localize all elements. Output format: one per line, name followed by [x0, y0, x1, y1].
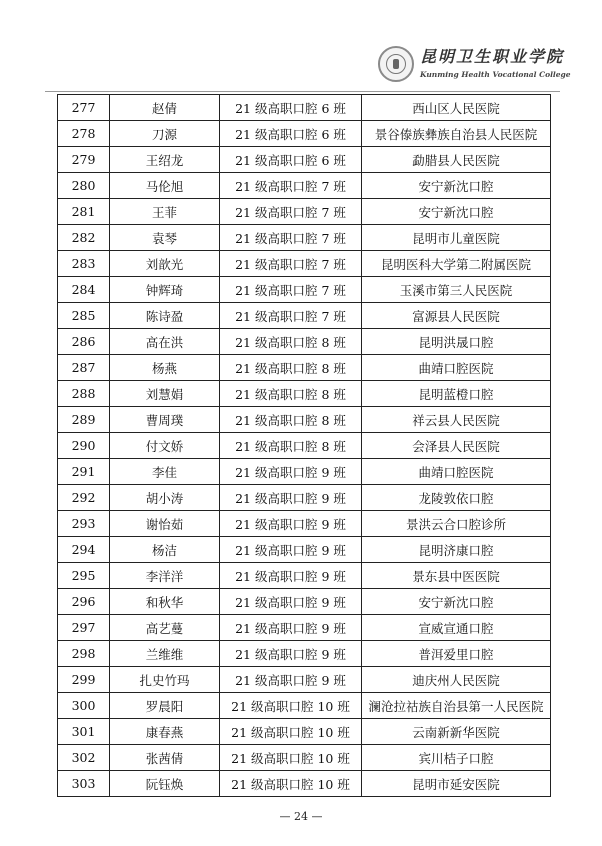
cell-class: 21 级高职口腔 10 班 [220, 693, 362, 719]
cell-organization: 普洱爱里口腔 [362, 641, 551, 667]
cell-class: 21 级高职口腔 9 班 [220, 615, 362, 641]
cell-name: 王菲 [110, 199, 220, 225]
cell-class: 21 级高职口腔 8 班 [220, 407, 362, 433]
cell-number: 293 [58, 511, 110, 537]
table-row [58, 589, 551, 615]
cell-class: 21 级高职口腔 7 班 [220, 277, 362, 303]
cell-name: 刘歆光 [110, 251, 220, 277]
table-row [58, 329, 551, 355]
cell-number: 280 [58, 173, 110, 199]
cell-number: 292 [58, 485, 110, 511]
table-row [58, 147, 551, 173]
cell-class: 21 级高职口腔 6 班 [220, 121, 362, 147]
cell-name: 钟辉琦 [110, 277, 220, 303]
school-logo-icon [378, 46, 414, 82]
cell-number: 277 [58, 95, 110, 121]
cell-organization: 昆明医科大学第二附属医院 [362, 251, 551, 277]
cell-organization: 景东县中医医院 [362, 563, 551, 589]
cell-number: 278 [58, 121, 110, 147]
cell-class: 21 级高职口腔 7 班 [220, 199, 362, 225]
cell-class: 21 级高职口腔 9 班 [220, 511, 362, 537]
school-name-cn: 昆明卫生职业学院 [420, 47, 565, 66]
table-row [58, 745, 551, 771]
roster-body [58, 95, 551, 797]
cell-name: 刘慧娟 [110, 381, 220, 407]
cell-name: 胡小涛 [110, 485, 220, 511]
cell-class: 21 级高职口腔 9 班 [220, 641, 362, 667]
cell-name: 付文娇 [110, 433, 220, 459]
cell-name: 高在洪 [110, 329, 220, 355]
cell-organization: 昆明市延安医院 [362, 771, 551, 797]
cell-name: 杨洁 [110, 537, 220, 563]
table-row [58, 563, 551, 589]
cell-organization: 昆明洪晟口腔 [362, 329, 551, 355]
table-row [58, 95, 551, 121]
cell-number: 279 [58, 147, 110, 173]
cell-class: 21 级高职口腔 9 班 [220, 459, 362, 485]
cell-number: 287 [58, 355, 110, 381]
cell-organization: 勐腊县人民医院 [362, 147, 551, 173]
cell-name: 李洋洋 [110, 563, 220, 589]
page-number: — 24 — [279, 810, 323, 823]
cell-name: 谢怡茹 [110, 511, 220, 537]
cell-organization: 云南新新华医院 [362, 719, 551, 745]
cell-organization: 玉溪市第三人民医院 [362, 277, 551, 303]
cell-class: 21 级高职口腔 8 班 [220, 329, 362, 355]
cell-number: 284 [58, 277, 110, 303]
table-row [58, 771, 551, 797]
cell-class: 21 级高职口腔 8 班 [220, 433, 362, 459]
header-divider [45, 91, 560, 92]
cell-organization: 昆明蓝橙口腔 [362, 381, 551, 407]
cell-class: 21 级高职口腔 10 班 [220, 719, 362, 745]
cell-number: 297 [58, 615, 110, 641]
cell-number: 281 [58, 199, 110, 225]
table-row [58, 225, 551, 251]
cell-name: 赵倩 [110, 95, 220, 121]
cell-class: 21 级高职口腔 7 班 [220, 251, 362, 277]
cell-organization: 景洪云合口腔诊所 [362, 511, 551, 537]
cell-organization: 曲靖口腔医院 [362, 355, 551, 381]
table-row [58, 641, 551, 667]
table-row [58, 511, 551, 537]
cell-class: 21 级高职口腔 9 班 [220, 485, 362, 511]
cell-name: 阮钰焕 [110, 771, 220, 797]
cell-number: 286 [58, 329, 110, 355]
cell-class: 21 级高职口腔 6 班 [220, 147, 362, 173]
cell-name: 袁琴 [110, 225, 220, 251]
table-row [58, 303, 551, 329]
cell-number: 289 [58, 407, 110, 433]
cell-number: 288 [58, 381, 110, 407]
cell-organization: 昆明济康口腔 [362, 537, 551, 563]
cell-organization: 宾川桔子口腔 [362, 745, 551, 771]
table-row [58, 355, 551, 381]
roster-table [57, 94, 551, 797]
cell-class: 21 级高职口腔 7 班 [220, 225, 362, 251]
cell-class: 21 级高职口腔 9 班 [220, 537, 362, 563]
logo-emblem [393, 59, 399, 69]
cell-name: 王绍龙 [110, 147, 220, 173]
cell-number: 285 [58, 303, 110, 329]
cell-name: 和秋华 [110, 589, 220, 615]
cell-name: 刀源 [110, 121, 220, 147]
table-row [58, 459, 551, 485]
cell-number: 291 [58, 459, 110, 485]
cell-organization: 安宁新沈口腔 [362, 173, 551, 199]
cell-number: 295 [58, 563, 110, 589]
cell-organization: 迪庆州人民医院 [362, 667, 551, 693]
cell-name: 兰维维 [110, 641, 220, 667]
cell-organization: 西山区人民医院 [362, 95, 551, 121]
cell-name: 扎史竹玛 [110, 667, 220, 693]
cell-number: 282 [58, 225, 110, 251]
cell-organization: 澜沧拉祜族自治县第一人民医院 [362, 693, 551, 719]
table-row [58, 693, 551, 719]
cell-organization: 安宁新沈口腔 [362, 199, 551, 225]
cell-number: 294 [58, 537, 110, 563]
cell-organization: 富源县人民医院 [362, 303, 551, 329]
cell-organization: 宣威宣通口腔 [362, 615, 551, 641]
cell-name: 马伦旭 [110, 173, 220, 199]
cell-organization: 曲靖口腔医院 [362, 459, 551, 485]
table-row [58, 251, 551, 277]
cell-class: 21 级高职口腔 7 班 [220, 173, 362, 199]
cell-class: 21 级高职口腔 8 班 [220, 381, 362, 407]
cell-number: 290 [58, 433, 110, 459]
cell-class: 21 级高职口腔 9 班 [220, 667, 362, 693]
table-row [58, 485, 551, 511]
cell-name: 李佳 [110, 459, 220, 485]
cell-name: 曹周璞 [110, 407, 220, 433]
cell-number: 300 [58, 693, 110, 719]
cell-organization: 祥云县人民医院 [362, 407, 551, 433]
cell-organization: 龙陵敦依口腔 [362, 485, 551, 511]
cell-class: 21 级高职口腔 8 班 [220, 355, 362, 381]
cell-name: 杨燕 [110, 355, 220, 381]
cell-class: 21 级高职口腔 10 班 [220, 771, 362, 797]
cell-organization: 昆明市儿童医院 [362, 225, 551, 251]
cell-number: 298 [58, 641, 110, 667]
table-row [58, 277, 551, 303]
cell-class: 21 级高职口腔 9 班 [220, 563, 362, 589]
school-name-en: Kunming Health Vocational College [420, 70, 571, 79]
table-row [58, 173, 551, 199]
cell-name: 罗晨阳 [110, 693, 220, 719]
cell-organization: 会泽县人民医院 [362, 433, 551, 459]
cell-name: 康春燕 [110, 719, 220, 745]
cell-number: 303 [58, 771, 110, 797]
table-row [58, 615, 551, 641]
cell-number: 296 [58, 589, 110, 615]
cell-number: 301 [58, 719, 110, 745]
cell-name: 高艺蔓 [110, 615, 220, 641]
cell-name: 陈诗盈 [110, 303, 220, 329]
cell-organization: 安宁新沈口腔 [362, 589, 551, 615]
table-row [58, 537, 551, 563]
table-row [58, 719, 551, 745]
cell-number: 299 [58, 667, 110, 693]
table-row [58, 121, 551, 147]
cell-number: 302 [58, 745, 110, 771]
cell-class: 21 级高职口腔 10 班 [220, 745, 362, 771]
table-row [58, 381, 551, 407]
cell-number: 283 [58, 251, 110, 277]
table-row [58, 407, 551, 433]
cell-class: 21 级高职口腔 9 班 [220, 589, 362, 615]
cell-class: 21 级高职口腔 7 班 [220, 303, 362, 329]
table-row [58, 667, 551, 693]
cell-class: 21 级高职口腔 6 班 [220, 95, 362, 121]
cell-name: 张茜倩 [110, 745, 220, 771]
table-row [58, 433, 551, 459]
cell-organization: 景谷傣族彝族自治县人民医院 [362, 121, 551, 147]
table-row [58, 199, 551, 225]
page-header [372, 40, 571, 90]
